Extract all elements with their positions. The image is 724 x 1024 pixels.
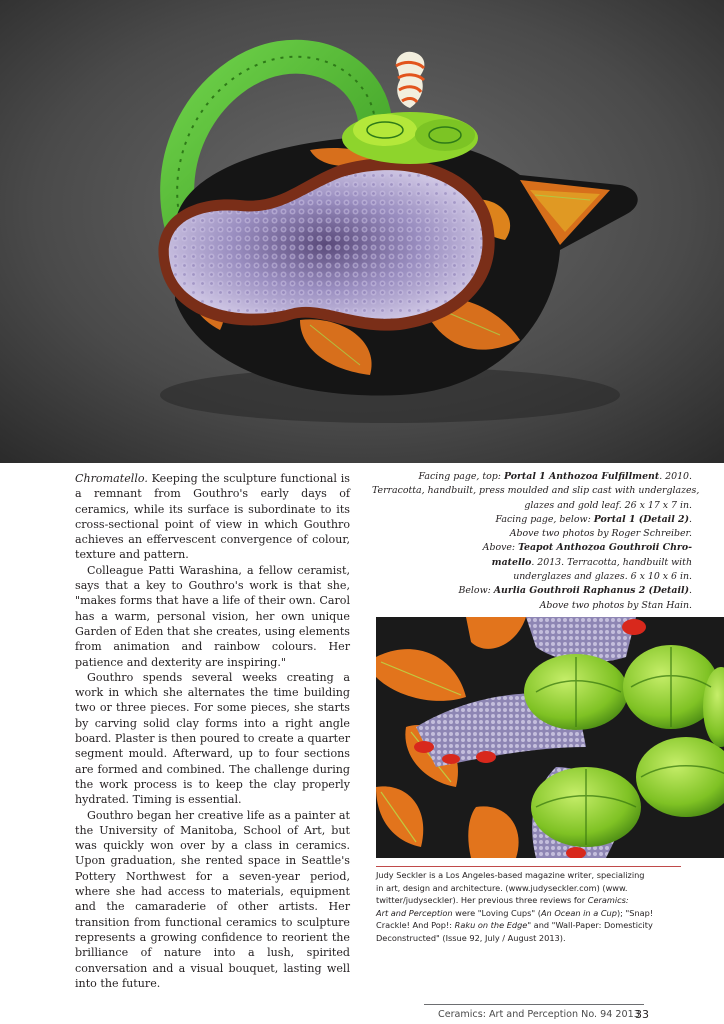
caption-artwork-title: Portal 1 Anthozoa Fulfillment: [503, 471, 660, 482]
body-paragraph: [75, 471, 350, 563]
bio-text: Crackle! And Pop!:: [376, 920, 455, 931]
caption-artwork-title: Teapot Anthozoa Gouthroii Chro-: [518, 542, 692, 554]
caption-text: Below:: [458, 585, 494, 597]
bio-line: Deconstructed" (Issue 92, July / August 2013).: [376, 932, 566, 943]
teapot-illustration: [0, 0, 724, 463]
author-bio: [376, 869, 682, 945]
caption-line: [372, 584, 692, 598]
caption-text: Facing page, top:: [418, 471, 504, 482]
caption-text: .: [689, 585, 692, 597]
caption-text: Facing page, below:: [495, 513, 594, 525]
bio-line: [376, 907, 682, 920]
caption-artwork-title: Portal 1 (Detail 2): [593, 513, 690, 525]
caption-line: [372, 541, 692, 555]
magazine-title-italic: Ceramics:: [587, 895, 629, 906]
photo-captions: [372, 470, 700, 613]
caption-text: . 2013. Terracotta, handbuilt with: [531, 556, 692, 568]
caption-line: glazes and gold leaf. 26 x 17 x 7 in.: [524, 499, 692, 511]
article-title-italic: An Ocean in a Cup: [540, 907, 617, 918]
body-paragraph: Gouthro began her creative life as a painter at the University of Manitoba, School of Art, but was quickly won over by a class in ceramics. Upon graduation, she rented space in Seattle's Pottery Northwest for a seven-year period, where she had access to materials, equipment and the camaraderie of other artists. Her transition from functional ceramics to sculpture represents a growing confidence to reorient the brilliance of nature into a lush, spirited conversation and a visual bouquet, lasting well into the future.: [75, 808, 350, 990]
bio-line: [376, 919, 682, 932]
body-paragraph: Gouthro spends several weeks creating a work in which she alternates the time building two or three pieces. For some pieces, she starts by carving solid clay forms into a right angle board. Plaster is then poured to create a quarter segment mould. Afterward, up to four sections are formed and combined. The challenge during the work process is to keep the clay properly hydrated. Timing is essential.: [75, 670, 350, 807]
caption-line: Terracotta, handbuilt, press moulded and slip cast with underglazes,: [372, 485, 700, 497]
bio-line: [376, 894, 682, 907]
caption-line: [372, 470, 692, 484]
caption-text: . 2010.: [659, 471, 692, 482]
bio-divider: [376, 866, 681, 867]
bio-text: " and "Wall-Paper: Domesticity: [527, 920, 653, 931]
body-paragraph: Colleague Patti Warashina, a fellow ceramist, says that a key to Gouthro's work is that she, "makes forms that have a life of their own. Carol has a warm, personal vision, her own unique Garden of Eden that she creates, using elements from animation and rainbow colours. Her patience and dexterity are inspiring.": [75, 563, 350, 669]
bio-text: were "Loving Cups" (: [452, 907, 541, 918]
article-title-italic: Raku on the Edge: [454, 920, 528, 931]
caption-artwork-title: matello: [491, 556, 532, 568]
bio-line: Judy Seckler is a Los Angeles-based magazine writer, specializing: [376, 870, 645, 880]
caption-line: [372, 513, 692, 527]
article-body: [75, 471, 350, 991]
bio-text: ); "Snap!: [616, 907, 654, 918]
caption-text: .: [689, 513, 692, 525]
caption-line: underglazes and glazes. 6 x 10 x 6 in.: [513, 571, 692, 583]
caption-line: [372, 556, 692, 570]
artwork-title-italic: Chromatello.: [75, 472, 148, 485]
bio-line: in art, design and architecture. (www.judyseckler.com) (www.: [376, 882, 628, 893]
teapot-photo: [0, 0, 724, 463]
caption-artwork-title: Aurlia Gouthroii Raphanus 2 (Detail): [493, 585, 690, 597]
publication-name: Ceramics: Art and Perception No. 94 2013: [438, 1009, 640, 1020]
bio-text: twitter/judyseckler). Her previous three reviews for: [376, 895, 588, 906]
caption-line: Above two photos by Stan Hain.: [539, 599, 692, 611]
detail-photo: [376, 617, 724, 858]
paragraph-text: Keeping the sculpture functional is a remnant from Gouthro's early days of ceramics, while its surface is subordinate to its cross-sectional point of view in which Gouthro achieves an effervescent convergence of colour, texture and pattern.: [75, 472, 350, 562]
magazine-title-italic: Art and Perception: [376, 907, 453, 918]
footer-divider: [424, 1004, 644, 1005]
page-footer: [438, 1008, 649, 1021]
detail-illustration: [376, 617, 724, 858]
caption-text: Above:: [482, 542, 519, 554]
caption-line: Above two photos by Roger Schreiber.: [509, 528, 692, 540]
page-number: 33: [635, 1008, 649, 1021]
